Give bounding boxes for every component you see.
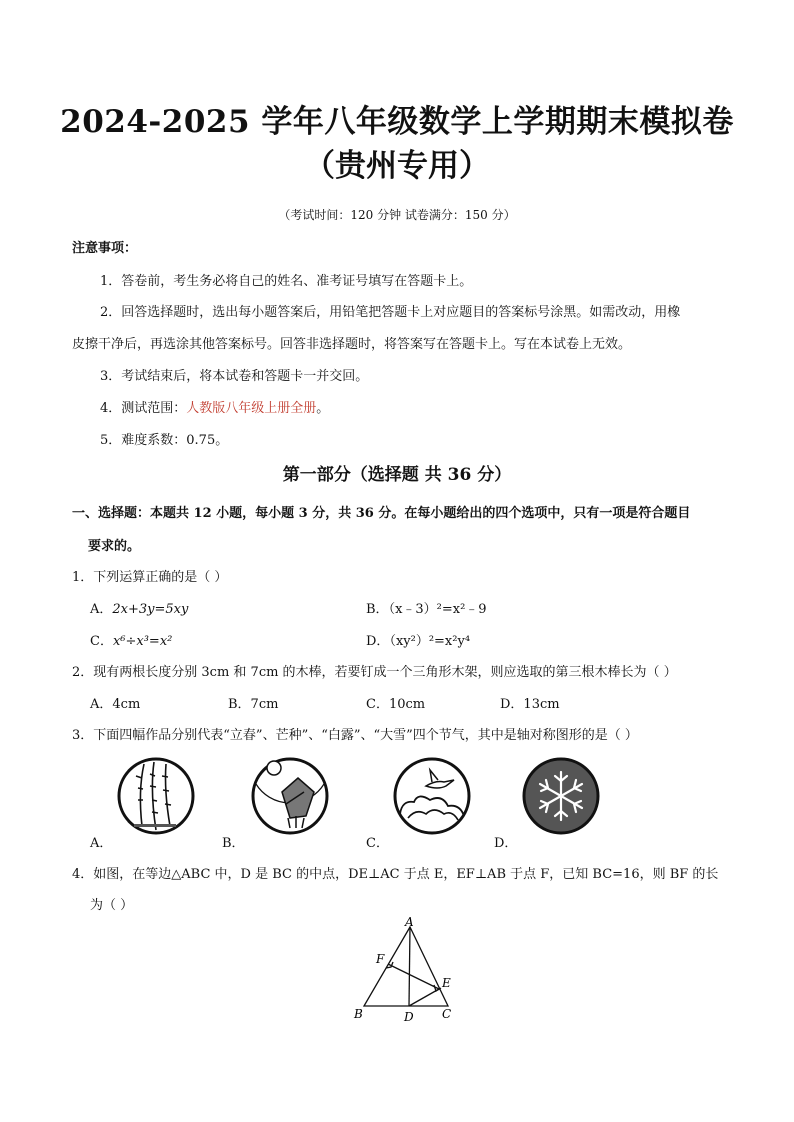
question-3-stem: 3．下面四幅作品分别代表“立春”、芒种”、“白露”、“大雪”四个节气，其中是轴对称图形的是（ ）	[72, 728, 638, 743]
segment-de	[409, 989, 439, 1006]
question-2-option-a: A．4cm	[90, 697, 141, 712]
triangle-figure	[350, 915, 470, 1025]
note-item-4-prefix: 4．测试范围：	[100, 401, 187, 416]
note-item-5: 5．难度系数：0.75。	[100, 433, 229, 448]
segment-ef	[388, 964, 439, 989]
note-item-2-line2: 皮擦干净后，再选涂其他答案标号。回答非选择题时，将答案写在答题卡上。写在本试卷上无效。	[72, 337, 632, 352]
bird-clouds-circle-image	[392, 756, 472, 836]
section-instructions-line2: 要求的。	[88, 539, 141, 554]
note-item-3: 3．考试结束后，将本试卷和答题卡一并交回。	[100, 369, 369, 384]
question-1-option-c	[90, 630, 172, 649]
willow-circle-image	[116, 756, 196, 836]
question-1-option-b	[366, 598, 487, 617]
question-1-option-d	[366, 630, 470, 649]
label-e: E	[442, 976, 451, 990]
question-3-option-a: A．	[90, 836, 113, 851]
option-expression: 2x+3y=5xy	[112, 602, 189, 617]
question-4-stem-line1: 4．如图，在等边△ABC 中，D 是 BC 的中点，DE⊥AC 于点 E，EF⊥AB 于点 F，已知 BC=16，则 BF 的长	[72, 867, 719, 882]
test-range: 人教版八年级上册全册	[186, 401, 317, 416]
note-item-1: 1．答卷前，考生务必将自己的姓名、准考证号填写在答题卡上。	[100, 274, 473, 289]
page-subtitle: （贵州专用）	[304, 148, 490, 184]
note-item-4-suffix: 。	[316, 401, 330, 416]
option-label: D．	[366, 634, 390, 649]
question-3-option-d: D．	[494, 836, 518, 851]
note-item-2-line1: 2．回答选择题时，选出每小题答案后，用铅笔把答题卡上对应题目的答案标号涂黑。如需改动，用橡	[100, 305, 681, 320]
segment-ad	[409, 927, 410, 1006]
label-f: F	[376, 952, 385, 966]
question-3-option-c: C．	[366, 836, 389, 851]
option-label: C．	[90, 634, 113, 649]
option-expression: （xy²）²=x²y⁴	[389, 634, 471, 649]
triangle-abc	[364, 927, 448, 1006]
label-c: C	[442, 1007, 452, 1021]
notes-heading: 注意事项：	[72, 241, 138, 256]
label-b: B	[354, 1007, 363, 1021]
note-item-4	[100, 397, 329, 416]
bamboo-hut-circle-image	[250, 756, 330, 836]
section-instructions-line1: 一、选择题：本题共 12 小题，每小题 3 分，共 36 分。在每小题给出的四个选项中，只有一项是符合题目	[72, 506, 691, 521]
label-a: A	[405, 915, 414, 929]
snowflake-circle-image	[521, 756, 601, 836]
option-expression: （x﹣3）²=x²﹣9	[388, 602, 487, 617]
question-4-stem-line2: 为（ ）	[90, 898, 134, 913]
section-title: 第一部分（选择题 共 36 分）	[282, 465, 512, 485]
exam-info: （考试时间：120 分钟 试卷满分：150 分）	[278, 208, 516, 222]
question-2-option-c: C．10cm	[366, 697, 426, 712]
option-label: A．	[90, 602, 113, 617]
label-d: D	[404, 1010, 414, 1024]
question-2-option-d: D．13cm	[500, 697, 560, 712]
option-expression: x⁶÷x³=x²	[112, 634, 173, 649]
option-label: B．	[366, 602, 389, 617]
question-1-stem: 1．下列运算正确的是（ ）	[72, 570, 228, 585]
question-3-option-b: B．	[222, 836, 245, 851]
question-2-option-b: B．7cm	[228, 697, 279, 712]
page-title: 2024-2025 学年八年级数学上学期期末模拟卷	[60, 104, 734, 140]
question-2-stem: 2．现有两根长度分别 3cm 和 7cm 的木棒，若要钉成一个三角形木架，则应选取的第三根木棒长为（ ）	[72, 665, 677, 680]
question-1-option-a	[90, 598, 188, 617]
